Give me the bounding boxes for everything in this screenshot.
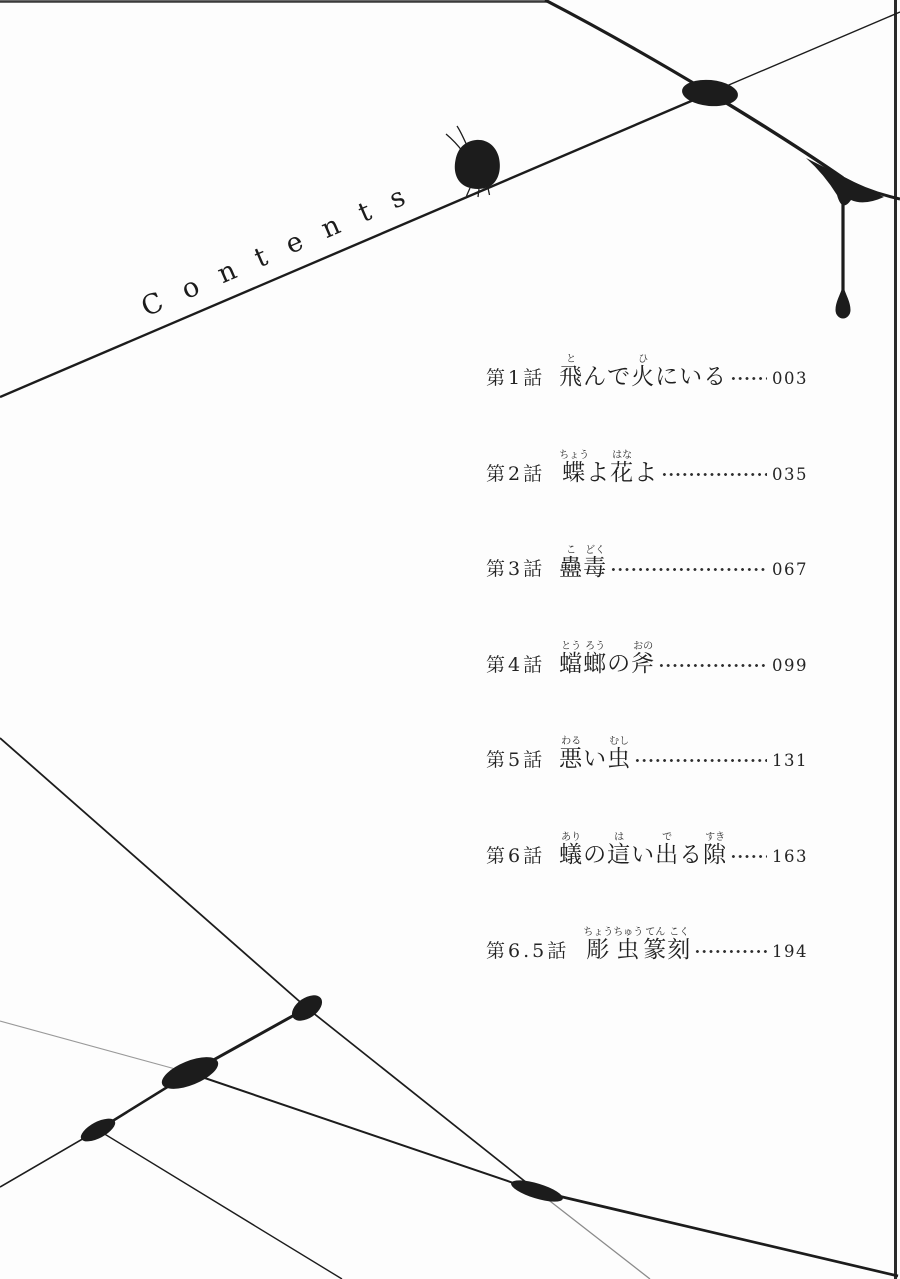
chapter-label: 第6.5話 bbox=[486, 940, 570, 962]
furigana: ちゅう bbox=[613, 927, 644, 938]
contents-script-title: Contents bbox=[136, 172, 431, 324]
ruby-base: 花はな bbox=[610, 449, 635, 486]
furigana: あり bbox=[559, 831, 584, 843]
furigana: ちょう bbox=[559, 449, 590, 461]
furigana: どく bbox=[583, 545, 608, 556]
toc-row bbox=[486, 726, 808, 773]
chapter-label: 第3話 bbox=[486, 558, 546, 580]
chapter-title bbox=[583, 927, 691, 964]
furigana: おの bbox=[631, 640, 656, 652]
chapter-page: 131 bbox=[772, 751, 808, 770]
ruby-base: 火ひ bbox=[631, 354, 656, 390]
web-knot bbox=[158, 1051, 223, 1096]
dot-leader bbox=[730, 853, 767, 860]
toc-row bbox=[486, 822, 808, 869]
chapter-title: 蝶ちょうよ花はなよ bbox=[559, 449, 659, 486]
chapter-title: 悪わるい虫むし bbox=[559, 736, 632, 772]
toc-row bbox=[486, 440, 808, 487]
chapter-label: 第5話 bbox=[486, 749, 546, 771]
chapter-page: 067 bbox=[772, 560, 808, 579]
ruby-base: 飛と bbox=[559, 354, 584, 390]
ruby-base: 篆てん bbox=[643, 927, 668, 963]
dot-leader bbox=[661, 471, 767, 478]
furigana: と bbox=[559, 354, 584, 365]
dot-leader bbox=[694, 948, 767, 955]
chapter-label: 第2話 bbox=[486, 462, 546, 485]
ruby-base: 虫ちゅう bbox=[613, 927, 644, 963]
dot-leader bbox=[658, 662, 767, 669]
ruby-base: 蟻あり bbox=[559, 831, 584, 868]
furigana: わる bbox=[559, 736, 584, 747]
dot-leader bbox=[634, 757, 767, 764]
chapter-page: 099 bbox=[772, 655, 808, 675]
ruby-base: 隙すき bbox=[703, 831, 728, 868]
furigana: ろう bbox=[583, 640, 608, 652]
chapter-title: 飛とんで火ひにいる bbox=[559, 354, 728, 390]
furigana: てん bbox=[643, 927, 668, 938]
chapter-page: 194 bbox=[772, 942, 808, 961]
ruby-base: 刻こく bbox=[667, 927, 692, 963]
furigana: で bbox=[655, 831, 680, 843]
ruby-base: 這は bbox=[607, 831, 632, 868]
furigana: こく bbox=[667, 927, 692, 938]
ruby-base: 蝶ちょう bbox=[559, 449, 590, 486]
ruby-base: 悪わる bbox=[559, 736, 584, 772]
chapter-page: 003 bbox=[772, 369, 808, 388]
toc-row bbox=[486, 917, 808, 964]
furigana: すき bbox=[703, 831, 728, 843]
chapter-title: 蟻ありの這はい出でる隙すき bbox=[559, 831, 728, 868]
furigana: ちょう bbox=[583, 927, 614, 938]
dot-leader bbox=[610, 566, 767, 573]
ruby-base: 出で bbox=[655, 831, 680, 868]
furigana: こ bbox=[559, 545, 584, 556]
furigana: むし bbox=[607, 736, 632, 747]
chapter-page: 163 bbox=[772, 846, 808, 866]
table-of-contents bbox=[486, 344, 808, 1044]
toc-row bbox=[486, 344, 808, 391]
web-knot bbox=[77, 1114, 118, 1146]
chapter-page: 035 bbox=[772, 464, 808, 484]
chapter-title: 蟷とう螂ろうの斧おの bbox=[559, 640, 656, 677]
dot-leader bbox=[730, 375, 767, 382]
chapter-title bbox=[559, 545, 607, 582]
furigana: とう bbox=[559, 640, 584, 652]
web-knot bbox=[509, 1176, 565, 1206]
chapter-label: 第4話 bbox=[486, 653, 546, 676]
ruby-base: 蟷とう bbox=[559, 640, 584, 677]
chapter-label: 第1話 bbox=[486, 367, 546, 389]
toc-row bbox=[486, 535, 808, 582]
ruby-base: 虫むし bbox=[607, 736, 632, 772]
furigana: はな bbox=[610, 449, 635, 461]
chapter-label: 第6話 bbox=[486, 844, 546, 867]
ruby-base: 毒どく bbox=[583, 545, 608, 581]
furigana: ひ bbox=[631, 354, 656, 365]
contents-wire bbox=[0, 12, 900, 397]
toc-row bbox=[486, 631, 808, 678]
furigana: は bbox=[607, 831, 632, 843]
ruby-base: 彫ちょう bbox=[583, 927, 614, 963]
ruby-base: 螂ろう bbox=[583, 640, 608, 677]
ink-drip bbox=[806, 158, 884, 319]
ruby-base: 斧おの bbox=[631, 640, 656, 677]
ruby-base: 蠱こ bbox=[559, 545, 584, 581]
